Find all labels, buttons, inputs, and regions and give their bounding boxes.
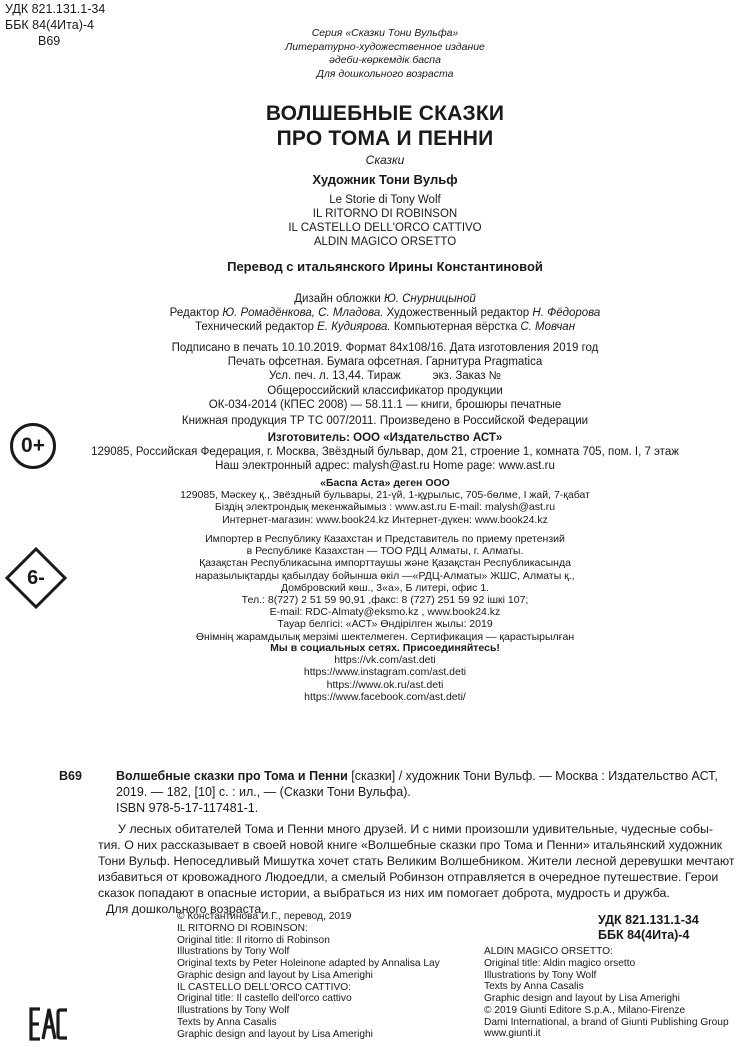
- social-link-instagram[interactable]: https://www.instagram.com/ast.deti: [303, 666, 467, 679]
- classification-codes: [5, 1, 105, 49]
- credit-line: [100, 292, 670, 306]
- importer-line: Тел.: 8(727) 2 51 59 90,91 ,факс: 8 (727) 251 59 92 ішкі 107;: [241, 594, 529, 607]
- annotation: [98, 821, 744, 917]
- importer-line: наразылықтарды қабылдау бойынша өкіл —«РДЦ-Алматы» ЖШС, Алматы қ.,: [195, 569, 575, 582]
- baspa-line: 129085, Мәскеу қ., Звёздный бульвары, 21-үй, 1-құрылыс, 705-бөлме, I жай, 7-қабат: [180, 489, 590, 502]
- baspa-heading: «Баспа Аста» деген ООО: [320, 477, 450, 489]
- manufacturer-address: 129085, Российская Федерация, г. Москва, Звёздный бульвар, дом 21, строение 1, комната 705, пом. I, 7 этаж: [91, 446, 679, 459]
- baspa-info: [60, 477, 710, 526]
- eac-mark-icon: [29, 1007, 69, 1041]
- copyright-line: ALDIN MAGICO ORSETTO:: [484, 946, 613, 957]
- bbk-code: ББК 84(4Ита)-4: [5, 18, 94, 32]
- classifier-line: Общероссийский классификатор продукции: [267, 385, 503, 397]
- print-info: [100, 341, 670, 384]
- copyright-line: IL RITORNO DI ROBINSON:: [177, 922, 308, 934]
- age-rating-diamond-icon: [4, 546, 68, 610]
- importer-line: Өнімнің жарамдылық мерзімі шектелмеген. Сертификация — қарастырылған: [195, 630, 575, 643]
- design-credits: [100, 292, 670, 335]
- credit-role: Дизайн обложки: [294, 293, 384, 305]
- original-title: Le Storie di Tony Wolf: [329, 194, 441, 206]
- manufacturer-contacts: Наш электронный адрес: malysh@ast.ru Home page: www.ast.ru: [215, 460, 555, 473]
- baspa-line: Интернет-магазин: www.book24.kz Интернет-дүкен: www.book24.kz: [222, 513, 548, 526]
- credit-line: [100, 306, 670, 320]
- importer-line: Қазақстан Республикасына импорттаушы және Қазақстан Республикасында: [199, 557, 571, 570]
- annotation-line: Тони Вульф. Непоседливый Мишутка хочет стать Великим Волшебником. Жители лесной деревушки мечтают: [98, 854, 735, 868]
- credit-line: [100, 320, 670, 334]
- series-line: Серия «Сказки Тони Вульфа»: [311, 27, 459, 39]
- copyright-line: Original title: Aldin magico orsetto: [484, 957, 636, 969]
- annotation-line: У лесных обитателей Тома и Пенни много друзей. И с ними произошли удивительные, чудесные собы-: [118, 822, 714, 836]
- credit-person: Ю. Ромадёнкова, С. Младова.: [222, 307, 384, 320]
- copyright-right: [484, 946, 729, 1040]
- age-rating-circle-icon: 0+: [10, 423, 56, 469]
- credit-person: С. Мовчан: [520, 321, 576, 334]
- copyright-line: Illustrations by Tony Wolf: [484, 969, 597, 981]
- credit-person: Е. Кудиярова.: [317, 321, 391, 334]
- social-link-facebook[interactable]: https://www.facebook.com/ast.deti/: [304, 690, 466, 703]
- original-title: ALDIN MAGICO ORSETTO: [313, 236, 457, 248]
- manufacturer-info: [60, 431, 710, 474]
- bbk-code: ББК 84(4Ита)-4: [598, 928, 690, 942]
- importer-line: в Республике Казахстан — ТОО РДЦ Алматы, г. Алматы.: [246, 545, 524, 558]
- book-title: [170, 101, 600, 151]
- copyright-line: © 2019 Giunti Editore S.p.A., Milano-Firenze: [484, 1004, 686, 1016]
- copyright-line: Graphic design and layout by Lisa Amerighi: [177, 969, 373, 981]
- series-line: Литературно-художественное издание: [285, 40, 485, 53]
- original-titles: [200, 193, 570, 249]
- annotation-line: сказок попадают в опасные истории, а выбраться из них им помогает доброта, мудрость и дружба.: [98, 886, 670, 900]
- social-links: [100, 642, 670, 703]
- bibliographic-record: [116, 768, 746, 800]
- copyright-line: Illustrations by Tony Wolf: [177, 946, 290, 958]
- series-line: әдеби-көркемдік баспа: [329, 54, 441, 66]
- udk-code: УДК 821.131.1-34: [598, 913, 699, 927]
- copyright-line: Texts by Anna Casalis: [177, 1016, 277, 1028]
- importer-line: E-mail: RDC-Almaty@eksmo.kz , www.book24.kz: [269, 606, 501, 619]
- importer-line: Тауар белгісі: «АСТ» Өндірілген жылы: 2019: [277, 618, 493, 631]
- importer-line: Домбровский көш., 3«а», Б литері, офис 1.: [280, 581, 490, 594]
- copyright-line: © Константинова И.Г., перевод, 2019: [177, 911, 352, 922]
- social-link-ok[interactable]: https://www.ok.ru/ast.deti: [326, 678, 444, 691]
- credit-role: Технический редактор: [194, 321, 318, 334]
- product-classifier: [100, 384, 670, 412]
- copyright-left: [177, 911, 440, 1040]
- udk-code: УДК 821.131.1-34: [5, 2, 106, 16]
- annotation-age: Для дошкольного возраста.: [106, 902, 265, 916]
- print-line: Усл. печ. л. 13,44. Тираж экз. Заказ №: [268, 370, 502, 383]
- copyright-line: Graphic design and layout by Lisa Amerighi: [484, 993, 680, 1004]
- social-link-vk[interactable]: https://vk.com/ast.deti: [334, 654, 436, 667]
- importer-line: Импортер в Республику Казахстан и Представитель по приему претензий: [205, 533, 565, 545]
- print-line: Печать офсетная. Бумага офсетная. Гарнитура Pragmatica: [227, 356, 543, 369]
- print-line: Подписано в печать 10.10.2019. Формат 84х108/16. Дата изготовления 2019 год: [171, 342, 599, 354]
- copyright-line: Dami International, a brand of Giunti Publishing Group: [484, 1016, 729, 1028]
- product-certification: Книжная продукция ТР ТС 007/2011. Произведено в Российской Федерации: [181, 415, 589, 427]
- copyright-line: Graphic design and layout by Lisa Amerighi: [177, 1028, 373, 1040]
- eac-logo: [29, 1007, 69, 1041]
- credit-role: Компьютерная вёрстка: [390, 321, 521, 334]
- series-info: [200, 27, 570, 81]
- annotation-line: избавиться от кровожадного Людоедли, а смелый Робинзон отправляется в очередное путешествие. Герои: [98, 870, 719, 884]
- author-index: В69: [38, 34, 61, 48]
- isbn: ISBN 978-5-17-117481-1.: [116, 801, 259, 815]
- importer-info: [60, 533, 710, 643]
- illustrator-credit: Художник Тони Вульф: [312, 172, 458, 187]
- copyright-line: Illustrations by Tony Wolf: [177, 1005, 290, 1016]
- copyright-line: Texts by Anna Casalis: [484, 981, 584, 993]
- title-line: ВОЛШЕБНЫЕ СКАЗКИ: [265, 102, 505, 125]
- classification-codes-bottom: [598, 913, 699, 943]
- social-heading: Мы в социальных сетях. Присоединяйтесь!: [270, 642, 500, 654]
- copyright-line: IL CASTELLO DELL'ORCO CATTIVO:: [177, 981, 352, 993]
- copyright-line: Original title: Il castello dell'orco cattivo: [177, 993, 352, 1005]
- book-subtitle: Сказки: [365, 153, 405, 167]
- manufacturer-heading: Изготовитель: ООО «Издательство АСТ»: [267, 432, 503, 444]
- original-title: IL CASTELLO DELL'ORCO CATTIVO: [288, 222, 482, 234]
- biblio-line: 2019. — 182, [10] с. : ил., — (Сказки Тони Вульфа).: [116, 785, 411, 799]
- copyright-line: Original title: Il ritorno di Robinson: [177, 934, 330, 946]
- biblio-index: В69: [59, 769, 82, 783]
- credit-person: Ю. Снурницыной: [383, 293, 476, 305]
- copyright-line: Original texts by Peter Holeinone adapted by Annalisa Lay: [177, 958, 440, 969]
- title-line: ПРО ТОМА И ПЕННИ: [276, 127, 494, 150]
- translation-credit: Перевод с итальянского Ирины Константиновой: [227, 259, 543, 274]
- age-rating-diamond-label: 6-: [27, 566, 45, 589]
- classifier-line: ОК-034-2014 (КПЕС 2008) — 58.11.1 — книги, брошюры печатные: [208, 399, 562, 412]
- copyright-line: www.giunti.it: [484, 1028, 541, 1040]
- baspa-line: Біздің электрондық мекенжайымыз : www.ast.ru E-mail: malysh@ast.ru: [214, 501, 556, 514]
- biblio-rest: [сказки] / художник Тони Вульф. — Москва : Издательство АСТ,: [347, 769, 718, 783]
- annotation-line: тия. О них рассказывает в своей новой книге «Волшебные сказки про Тома и Пенни» итальянский художник: [98, 838, 723, 852]
- original-title: IL RITORNO DI ROBINSON: [312, 208, 458, 220]
- biblio-line: [116, 768, 746, 784]
- credit-person: Н. Фёдорова: [532, 307, 601, 320]
- credit-role: Редактор: [169, 307, 223, 320]
- biblio-title: Волшебные сказки про Тома и Пенни: [116, 769, 348, 783]
- series-line: Для дошкольного возраста: [316, 67, 454, 80]
- credit-role: Художественный редактор: [383, 307, 533, 320]
